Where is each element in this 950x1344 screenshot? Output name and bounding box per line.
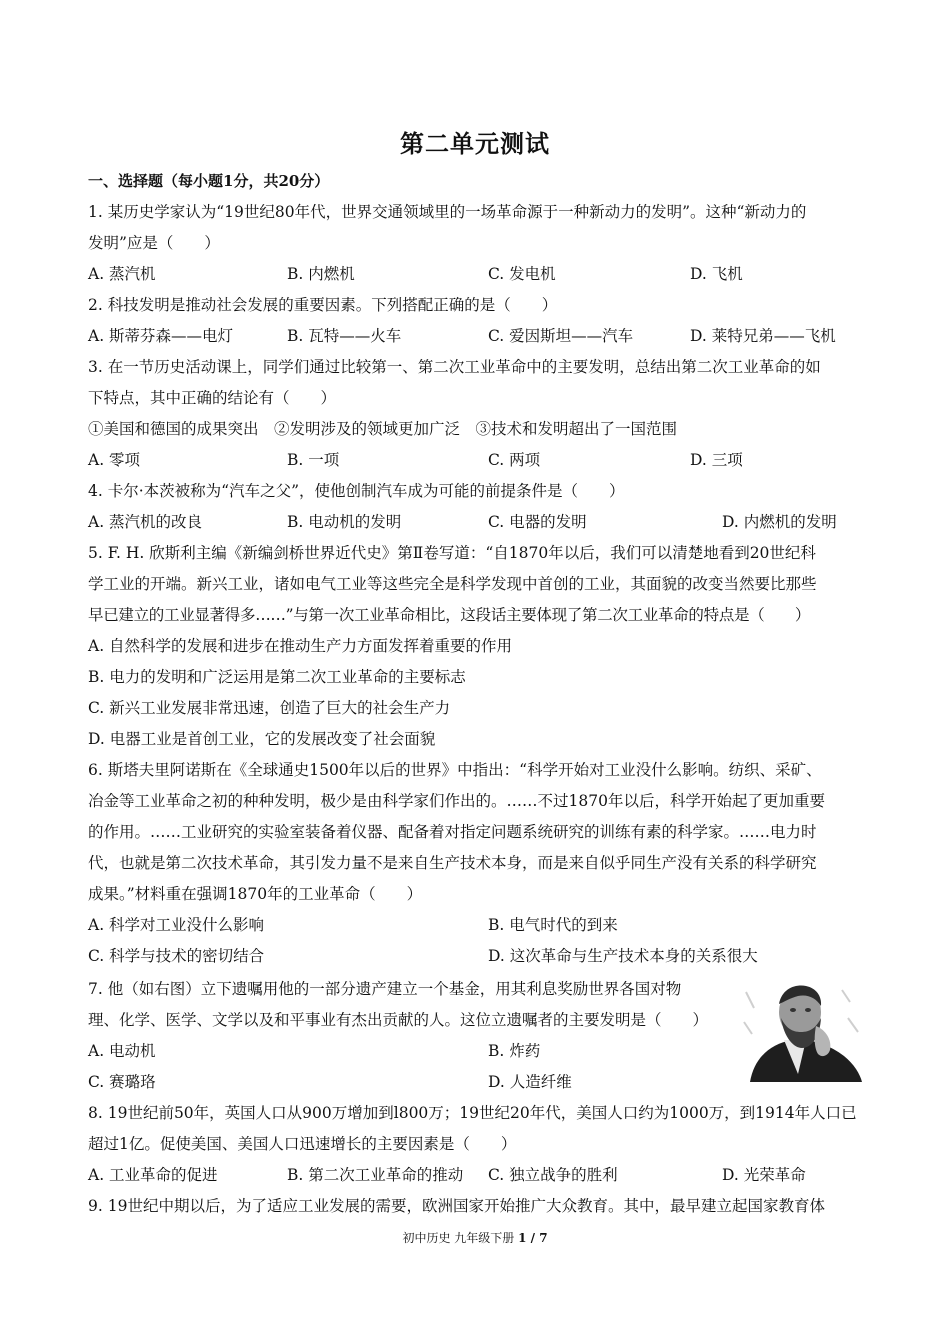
q3-line-1: 3. 在一节历史活动课上，同学们通过比较第一、第二次工业革命中的主要发明，总结出第二次工业革命的如 [88,358,821,376]
q1-option-a: A. 蒸汽机 [88,265,156,283]
q8-line-1: 8. 19世纪前50年，英国人口从900万增加到l800万；19世纪20年代，美国人口约为1000万，到1914年人口已 [88,1104,857,1122]
q2-option-a: A. 斯蒂芬森——电灯 [88,327,234,345]
q6-option-b: B. 电气时代的到来 [488,916,618,934]
q6-line-4: 代，也就是第二次技术革命，其引发力量不是来自生产技术本身，而是来自似乎同生产没有关系的科学研究 [88,854,817,872]
q1-line-2: 发明”应是（ ） [88,234,220,252]
q4-option-d: D. 内燃机的发明 [722,513,837,531]
q5-option-c: C. 新兴工业发展非常迅速，创造了巨大的社会生产力 [88,699,451,717]
q3-option-d: D. 三项 [690,451,743,469]
q8-option-d: D. 光荣革命 [722,1166,806,1184]
q9-line-1: 9. 19世纪中期以后，为了适应工业发展的需要，欧洲国家开始推广大众教育。其中，最早建立起国家教育体 [88,1197,825,1215]
q6-option-d: D. 这次革命与生产技术本身的关系很大 [488,947,758,965]
q1-option-d: D. 飞机 [690,265,743,283]
q8-option-b: B. 第二次工业革命的推动 [287,1166,464,1184]
q3-option-b: B. 一项 [287,451,340,469]
page-number: 1 / 7 [518,1231,548,1245]
q8-option-a: A. 工业革命的促进 [88,1166,218,1184]
q5-option-b: B. 电力的发明和广泛运用是第二次工业革命的主要标志 [88,668,466,686]
q4-option-a: A. 蒸汽机的改良 [88,513,203,531]
q5-line-2: 学工业的开端。新兴工业，诸如电气工业等这些完全是科学发现中首创的工业，其面貌的改变当然要比那些 [88,575,817,593]
q3-line-2: 下特点，其中正确的结论有（ ） [88,389,337,407]
footer-text: 初中历史 九年级下册 [402,1231,515,1245]
q8-option-c: C. 独立战争的胜利 [488,1166,618,1184]
q6-line-2: 冶金等工业革命之初的种种发明，极少是由科学家们作出的。……不过1870年以后，科学开始起了更加重要 [88,792,825,810]
q4-line-1: 4. 卡尔·本茨被称为“汽车之父”，使他创制汽车成为可能的前提条件是（ ） [88,482,625,500]
q1-option-c: C. 发电机 [488,265,556,283]
q2-option-c: C. 爱因斯坦——汽车 [488,327,634,345]
q5-option-d: D. 电器工业是首创工业，它的发展改变了社会面貌 [88,730,436,748]
q2-option-d: D. 莱特兄弟——飞机 [690,327,836,345]
q7-line-2: 理、化学、医学、文学以及和平事业有杰出贡献的人。这位立遗嘱者的主要发明是（ ） [88,1011,709,1029]
q7-option-a: A. 电动机 [88,1042,156,1060]
q6-line-1: 6. 斯塔夫里阿诺斯在《全球通史1500年以后的世界》中指出：“科学开始对工业没什么影响。纺织、采矿、 [88,761,822,779]
q6-option-c: C. 科学与技术的密切结合 [88,947,265,965]
q2-option-b: B. 瓦特——火车 [287,327,402,345]
q4-option-c: C. 电器的发明 [488,513,587,531]
q2-line-1: 2. 科技发明是推动社会发展的重要因素。下列搭配正确的是（ ） [88,296,558,314]
q3-line-3: ①美国和德国的成果突出 ②发明涉及的领域更加广泛 ③技术和发明超出了一国范围 [88,420,678,438]
q5-line-3: 早已建立的工业显著得多……”与第一次工业革命相比，这段话主要体现了第二次工业革命的特点是（ ） [88,606,811,624]
q7-option-c: C. 赛璐珞 [88,1073,156,1091]
q7-option-d: D. 人造纤维 [488,1073,572,1091]
q5-line-1: 5. F. H. 欣斯利主编《新编剑桥世界近代史》第Ⅱ卷写道：“自1870年以后，我们可以清楚地看到20世纪科 [88,544,816,562]
q3-option-a: A. 零项 [88,451,141,469]
q5-option-a: A. 自然科学的发展和进步在推动生产力方面发挥着重要的作用 [88,637,513,655]
page-title: 第二单元测试 [400,129,550,158]
q6-line-3: 的作用。……工业研究的实验室装备着仪器、配备着对指定问题系统研究的训练有素的科学家。……电力时 [88,823,817,841]
q4-option-b: B. 电动机的发明 [287,513,402,531]
q3-option-c: C. 两项 [488,451,541,469]
q1-option-b: B. 内燃机 [287,265,355,283]
page-footer [0,1229,950,1246]
q8-line-2: 超过1亿。促使美国、美国人口迅速增长的主要因素是（ ） [88,1135,517,1153]
q7-line-1: 7. 他（如右图）立下遗嘱用他的一部分遗产建立一个基金，用其利息奖励世界各国对物 [88,980,682,998]
q1-line-1: 1. 某历史学家认为“19世纪80年代，世界交通领域里的一场革命源于一种新动力的发明”。这种“新动力的 [88,203,807,221]
portrait-photo [740,978,864,1082]
section-heading: 一、选择题（每小题1分，共20分） [88,172,330,190]
q7-option-b: B. 炸药 [488,1042,541,1060]
q6-option-a: A. 科学对工业没什么影响 [88,916,265,934]
q6-line-5: 成果。”材料重在强调1870年的工业革命（ ） [88,885,423,903]
